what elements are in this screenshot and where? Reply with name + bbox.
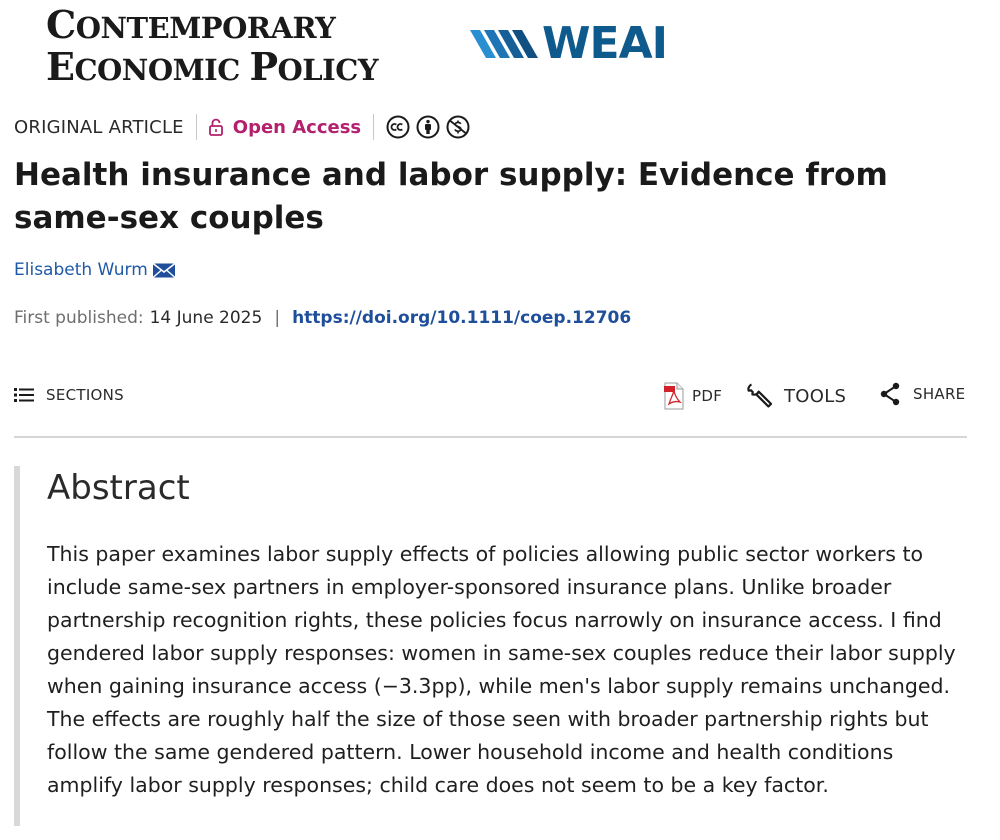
envelope-icon[interactable] (152, 262, 176, 279)
tools-button[interactable] (746, 382, 846, 410)
pdf-button[interactable] (664, 382, 722, 410)
divider (373, 114, 374, 140)
pdf-label: PDF (692, 387, 723, 405)
share-icon (879, 382, 901, 406)
sections-label: SECTIONS (46, 386, 125, 404)
by-icon (416, 115, 440, 139)
sections-button[interactable] (14, 386, 124, 404)
abstract-text: This paper examines labor supply effects of policies allowing public sector workers to include same-sex partners in employer-sponsored insurance plans. Unlike broader partnership recognition rights, these policies focus narrowly on insurance access. I find gendered labor supply responses: women in same-sex couples reduce their labor supply when gaining insurance access (−3.3pp), while men's labor supply remains unchanged. The effects are roughly half the size of those seen with broader partnership rights but follow the same gendered pattern. Lower household income and health conditions amplify labor supply responses; child care does not seem to be a key factor. (47, 542, 956, 797)
weai-logo[interactable] (470, 18, 668, 69)
journal-logo[interactable] (46, 2, 379, 92)
list-icon (14, 387, 34, 403)
wrench-icon (746, 382, 774, 410)
unlock-icon (209, 118, 223, 136)
journal-logo-line2: ECONOMIC POLICY (46, 44, 379, 89)
separator: | (274, 308, 281, 328)
article-toolbar (14, 380, 967, 416)
article-title: Health insurance and labor supply: Evidence from same-sex couples (14, 157, 888, 236)
abstract-heading: Abstract (47, 468, 190, 508)
pdf-file-icon (664, 382, 684, 410)
journal-line1-rest: ONTEMPORARY (75, 11, 336, 45)
article-type: ORIGINAL ARTICLE (14, 116, 184, 138)
open-access-badge[interactable] (209, 117, 361, 138)
cc-icon (386, 115, 410, 139)
abstract-accent-bar (14, 466, 20, 826)
weai-wordmark: WEAI (542, 18, 668, 69)
doi-link[interactable]: https://doi.org/10.1111/coep.12706 (292, 308, 632, 328)
divider (196, 114, 197, 140)
journal-logo-line1: CONTEMPORARY (46, 2, 336, 47)
first-published-label: First published: (14, 308, 144, 328)
article-meta-row (14, 112, 470, 142)
share-button[interactable] (879, 382, 965, 406)
tools-label: TOOLS (784, 385, 847, 407)
publication-info (14, 308, 631, 328)
author-link[interactable]: Elisabeth Wurm (14, 260, 148, 280)
first-published-date: 14 June 2025 (149, 308, 263, 328)
weai-stripes-icon (470, 24, 538, 64)
author-line (14, 260, 176, 280)
toolbar-divider (14, 436, 967, 438)
license-icons[interactable] (386, 115, 470, 139)
share-label: SHARE (913, 385, 966, 403)
nc-icon (446, 115, 470, 139)
open-access-label: Open Access (232, 116, 362, 138)
